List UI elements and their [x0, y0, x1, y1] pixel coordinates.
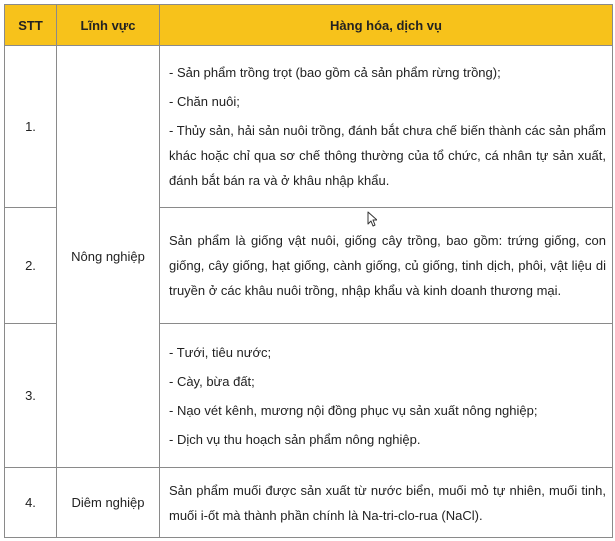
- row-number: 3.: [5, 324, 57, 468]
- goods-cell: Sản phẩm muối được sản xuất từ nước biển, muối mỏ tự nhiên, muối tinh, muối i-ốt mà thành phần chính là Na-tri-clo-rua (NaCl).: [160, 468, 613, 538]
- row-number: 1.: [5, 46, 57, 208]
- header-goods-services: Hàng hóa, dịch vụ: [160, 5, 613, 46]
- list-item: - Dịch vụ thu hoạch sản phẩm nông nghiệp.: [169, 431, 421, 447]
- list-item: - Nạo vét kênh, mương nội đồng phục vụ sản xuất nông nghiệp;: [169, 402, 538, 418]
- list-item: - Tưới, tiêu nước;: [169, 344, 272, 360]
- list-item: - Sản phẩm trồng trọt (bao gồm cả sản phẩm rừng trồng);: [169, 65, 501, 80]
- goods-services-table: [4, 4, 613, 538]
- row-number: 4.: [5, 468, 57, 538]
- row-number: 2.: [5, 208, 57, 324]
- field-cell: Diêm nghiệp: [57, 468, 160, 538]
- mouse-pointer-icon: [367, 211, 377, 227]
- goods-cell: [160, 46, 613, 208]
- table-header-row: [5, 5, 613, 46]
- goods-cell: [160, 324, 613, 468]
- table-row: [5, 46, 613, 208]
- header-stt: STT: [5, 5, 57, 46]
- table-row: [5, 468, 613, 538]
- goods-cell: Sản phẩm là giống vật nuôi, giống cây trồng, bao gồm: trứng giống, con giống, cây giống, hạt giống, cành giống, củ giống, tinh dịch, phôi, vật liệu di truyền ở các khâu nuôi trồng, nhập khẩu và kinh doanh thương mại.: [160, 208, 613, 324]
- field-cell: Nông nghiệp: [57, 46, 160, 468]
- list-item: - Chăn nuôi;: [169, 94, 240, 109]
- list-item: - Thủy sản, hải sản nuôi trồng, đánh bắt chưa chế biến thành các sản phẩm khác hoặc chỉ qua sơ chế thông thường của tổ chức, cá nhân tự sản xuất, đánh bắt bán ra và ở khâu nhập khẩu.: [169, 123, 606, 188]
- header-field: Lĩnh vực: [57, 5, 160, 46]
- list-item: - Cày, bừa đất;: [169, 373, 255, 389]
